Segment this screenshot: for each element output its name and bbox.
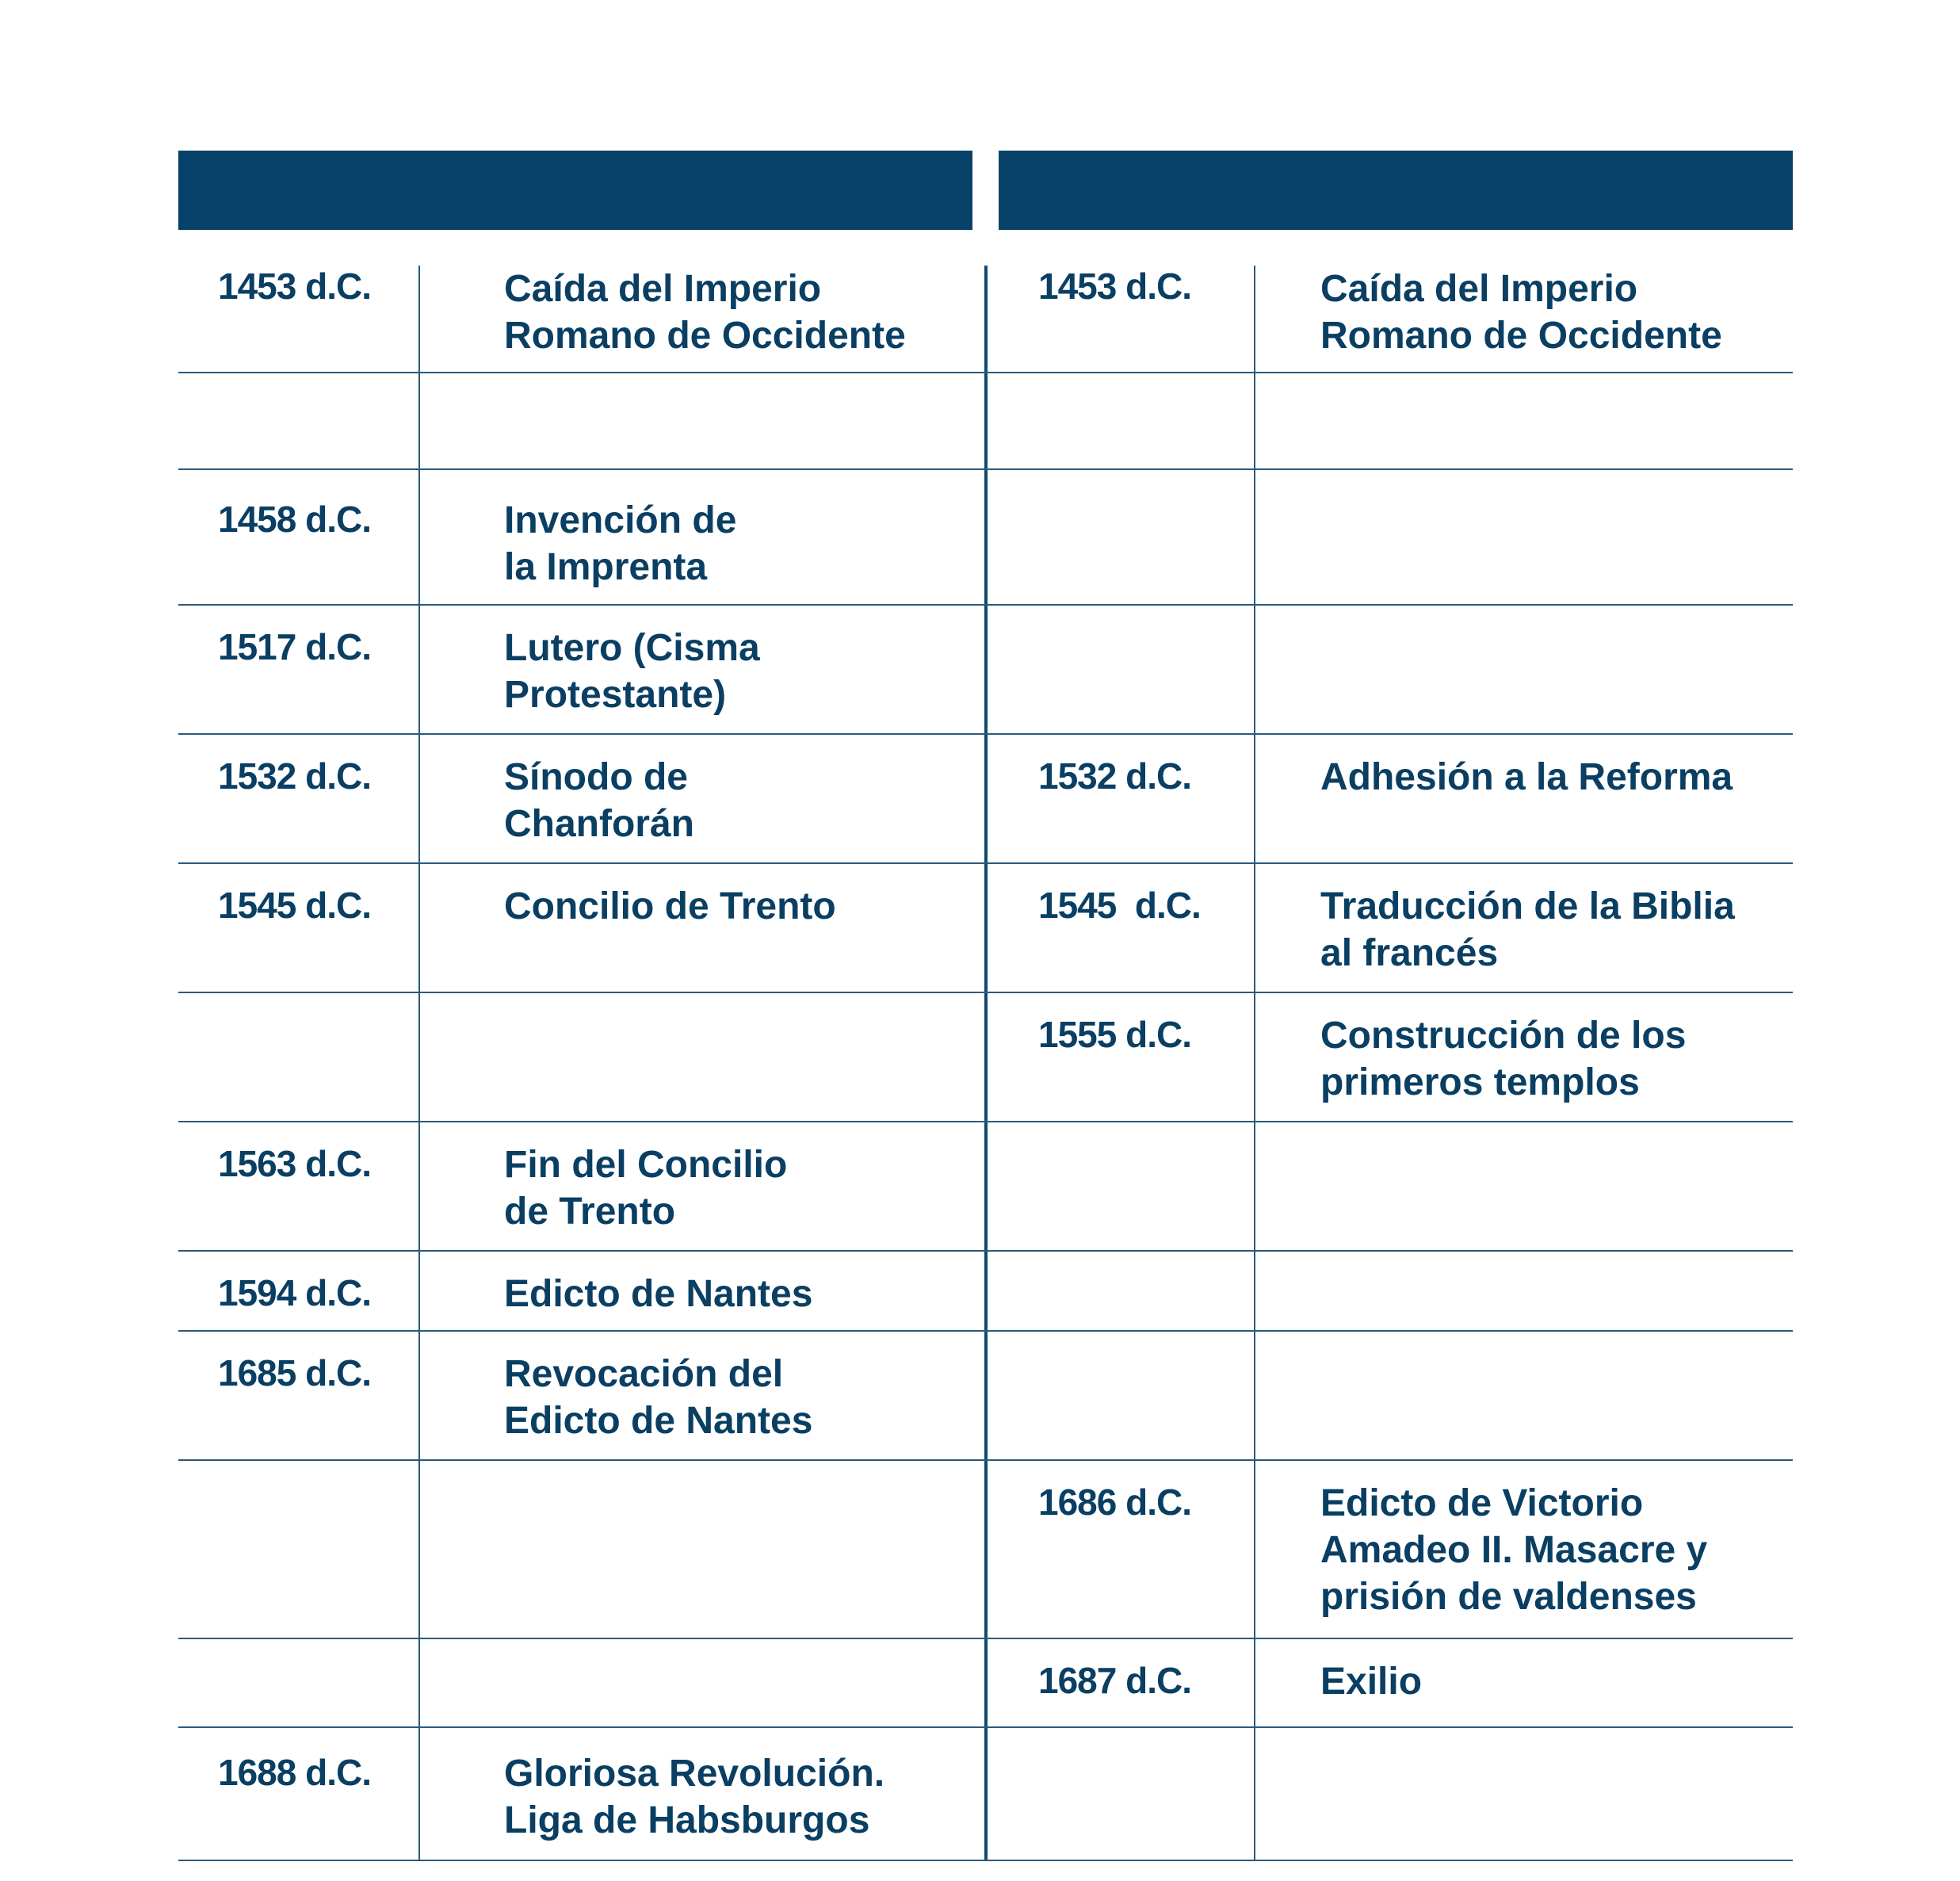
left-date-cell xyxy=(178,606,418,733)
right-event-cell xyxy=(1254,1728,1793,1860)
left-date-cell xyxy=(178,1639,418,1726)
right-date-cell xyxy=(984,606,1254,733)
left-event-cell xyxy=(418,606,984,733)
header-bar-right xyxy=(999,151,1793,230)
right-event: Construcción de los primeros templos xyxy=(1320,1015,1687,1103)
left-event: Caída del Imperio Romano de Occidente xyxy=(504,268,906,357)
left-date: 1688 d.C. xyxy=(218,1752,371,1793)
left-event: Revocación del Edicto de Nantes xyxy=(504,1353,813,1442)
right-event-cell xyxy=(1254,1639,1793,1726)
left-date-cell xyxy=(178,266,418,372)
right-date-cell xyxy=(984,373,1254,468)
left-event-cell xyxy=(418,470,984,604)
right-date-cell xyxy=(984,1252,1254,1330)
right-date-cell xyxy=(984,864,1254,992)
left-date-cell xyxy=(178,1728,418,1860)
left-event-cell xyxy=(418,266,984,372)
table-row xyxy=(178,1461,1793,1639)
right-event-cell xyxy=(1254,735,1793,862)
right-event-cell xyxy=(1254,1122,1793,1250)
right-date-cell xyxy=(984,1639,1254,1726)
timeline-table xyxy=(178,266,1793,1861)
left-event-cell xyxy=(418,864,984,992)
left-event-cell xyxy=(418,1252,984,1330)
right-event-cell xyxy=(1254,470,1793,604)
table-row xyxy=(178,1728,1793,1861)
right-event-cell xyxy=(1254,606,1793,733)
right-date-cell xyxy=(984,993,1254,1121)
right-date-cell xyxy=(984,266,1254,372)
right-event: Adhesión a la Reforma xyxy=(1320,756,1733,798)
right-event-cell xyxy=(1254,1332,1793,1459)
left-date-cell xyxy=(178,1332,418,1459)
left-event-cell xyxy=(418,1728,984,1860)
right-event: Exilio xyxy=(1320,1661,1423,1703)
left-date-cell xyxy=(178,993,418,1121)
left-date-cell xyxy=(178,373,418,468)
right-event-cell xyxy=(1254,266,1793,372)
left-date: 1685 d.C. xyxy=(218,1352,371,1394)
left-date: 1545 d.C. xyxy=(218,885,371,926)
right-date: 1555 d.C. xyxy=(1038,1014,1191,1055)
left-date-cell xyxy=(178,470,418,604)
table-row xyxy=(178,1122,1793,1252)
left-event-cell xyxy=(418,1122,984,1250)
left-date-cell xyxy=(178,864,418,992)
left-event: Lutero (Cisma Protestante) xyxy=(504,627,760,716)
header-bar-left xyxy=(178,151,972,230)
left-event-cell xyxy=(418,1332,984,1459)
table-row xyxy=(178,373,1793,470)
left-date: 1453 d.C. xyxy=(218,266,371,307)
left-event: Concilio de Trento xyxy=(504,885,836,927)
right-date-cell xyxy=(984,1332,1254,1459)
left-date-cell xyxy=(178,1122,418,1250)
table-row xyxy=(178,266,1793,373)
left-event-cell xyxy=(418,1639,984,1726)
left-event-cell xyxy=(418,1461,984,1638)
table-row xyxy=(178,1252,1793,1332)
right-date-cell xyxy=(984,735,1254,862)
left-event: Sínodo de Chanforán xyxy=(504,756,694,845)
table-row xyxy=(178,993,1793,1122)
left-date: 1563 d.C. xyxy=(218,1143,371,1184)
table-row xyxy=(178,1332,1793,1461)
right-event-cell xyxy=(1254,1461,1793,1638)
left-date-cell xyxy=(178,735,418,862)
left-date: 1458 d.C. xyxy=(218,499,371,540)
right-date-cell xyxy=(984,1461,1254,1638)
left-event-cell xyxy=(418,373,984,468)
left-event-cell xyxy=(418,993,984,1121)
left-date: 1594 d.C. xyxy=(218,1272,371,1313)
left-event-cell xyxy=(418,735,984,862)
right-event-cell xyxy=(1254,373,1793,468)
table-row xyxy=(178,606,1793,735)
right-date-cell xyxy=(984,1728,1254,1860)
right-event-cell xyxy=(1254,864,1793,992)
table-row xyxy=(178,735,1793,864)
right-date: 1545 d.C. xyxy=(1038,885,1201,926)
right-event: Traducción de la Biblia al francés xyxy=(1320,885,1735,974)
right-event-cell xyxy=(1254,1252,1793,1330)
right-event: Edicto de Victorio Amadeo II. Masacre y prisión de valdenses xyxy=(1320,1482,1708,1618)
table-row xyxy=(178,470,1793,606)
right-date-cell xyxy=(984,470,1254,604)
left-event: Fin del Concilio de Trento xyxy=(504,1144,788,1233)
right-date: 1686 d.C. xyxy=(1038,1481,1191,1523)
left-date-cell xyxy=(178,1461,418,1638)
left-event: Invención de la Imprenta xyxy=(504,499,737,588)
right-date: 1453 d.C. xyxy=(1038,266,1191,307)
left-date-cell xyxy=(178,1252,418,1330)
table-row xyxy=(178,1639,1793,1728)
right-date-cell xyxy=(984,1122,1254,1250)
left-event: Edicto de Nantes xyxy=(504,1273,813,1315)
left-date: 1517 d.C. xyxy=(218,626,371,667)
right-date: 1532 d.C. xyxy=(1038,755,1191,797)
left-date: 1532 d.C. xyxy=(218,755,371,797)
table-row xyxy=(178,864,1793,993)
left-event: Gloriosa Revolución. Liga de Habsburgos xyxy=(504,1753,885,1841)
right-date: 1687 d.C. xyxy=(1038,1660,1191,1701)
right-event-cell xyxy=(1254,993,1793,1121)
right-event: Caída del Imperio Romano de Occidente xyxy=(1320,268,1722,357)
